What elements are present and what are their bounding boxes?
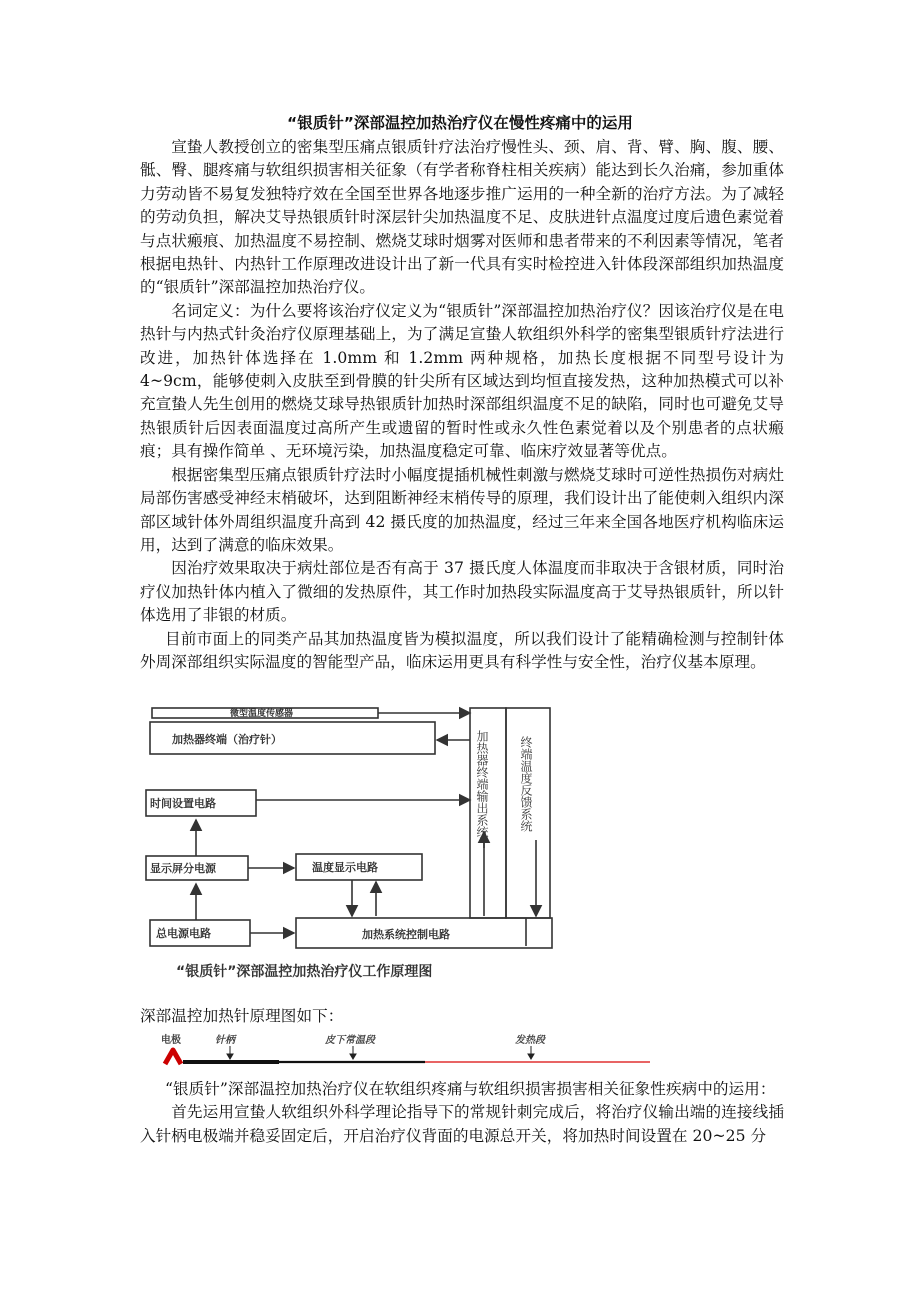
paragraph-definition: 名词定义：为什么要将该治疗仪定义为“银质针”深部温控加热治疗仪？因该治疗仪是在电热针与内热式针灸治疗仪原理基础上，为了满足宣蛰人软组织外科学的密集型银质针疗法进行改进，加热针体选择在 1.0mm 和 1.2mm 两种规格，加热长度根据不同型号设计为 4~9cm，能够使刺入皮肤至到骨膜的针尖所有区域达到均恒直接发热，这种加热模式可以补充宣蛰人先生创用的燃烧艾球导热银质针加热时深部组织温度不足的缺陷，同时也可避免艾导热银质针后因表面温度过高所产生或遗留的暂时性或永久性色素觉着以及个别患者的点状瘢痕；具有操作简单 、无环境污染，加热温度稳定可靠、临床疗效显著等优点。 [140, 301, 784, 461]
display-power-label: 显示屏分电源 [150, 862, 216, 875]
needle-intro [140, 1005, 784, 1028]
sensor-label: 微型温度传感器 [230, 709, 294, 719]
heater-terminal-label: 加热器终端（治疗针） [172, 733, 282, 746]
needle-handle-segment [183, 1060, 279, 1064]
main-power-label: 总电源电路 [156, 927, 211, 940]
paragraph-usage-steps: 首先运用宣蛰人软组织外科学理论指导下的常规针刺完成后，将治疗仪输出端的连接线插入针柄电极端并稳妥固定后，开启治疗仪背面的电源总开关，将加热时间设置在 20~25 分 [140, 1103, 784, 1145]
paragraph-market: 目前市面上的同类产品其加热温度皆为模拟温度，所以我们设计了能精确检测与控制针体外周深部组织实际温度的智能型产品，临床运用更具有科学性与安全性，治疗仪基本原理。 [140, 629, 784, 671]
paragraph-principle: 根据密集型压痛点银质针疗法时小幅度提插机械性刺激与燃烧艾球时可逆性热损伤对病灶局部伤害感受神经末梢破坏，达到阻断神经末梢传导的原理，我们设计出了能使刺入组织内深部区域针体外周组织温度升高到 42 摄氏度的加热温度，经过三年来全国各地医疗机构临床运用，达到了满意的临床效果。 [140, 465, 784, 554]
document-title: “银质针”深部温控加热治疗仪在慢性疼痛中的运用 [287, 114, 633, 132]
body-text-bottom [140, 1078, 784, 1148]
needle-electrode-label: 电极 [161, 1035, 181, 1046]
paragraph-intro: 宣蛰人教授创立的密集型压痛点银质针疗法治疗慢性头、颈、肩、背、臂、胸、腹、腰、骶、臀、腿疼痛与软组织损害相关征象（有学者称脊柱相关疾病）能达到长久治痛，参加重体力劳动皆不易复发独特疗效在全国至世界各地逐步推广运用的一种全新的治疗方法。为了减轻的劳动负担，解决艾导热银质针时深层针尖加热温度不足、皮肤进针点温度过度后遗色素觉着与点状瘢痕、加热温度不易控制、燃烧艾球时烟雾对医师和患者带来的不利因素等情况，笔者根据电热针、内热针工作原理改进设计出了新一代具有实时检控进入针体段深部组织加热温度的“银质针”深部温控加热治疗仪。 [140, 138, 784, 297]
paragraph-material: 因治疗效果取决于病灶部位是否有高于 37 摄氏度人体温度而非取决于含银材质，同时治疗仪加热针体内植入了微细的发热原件，其工作时加热段实际温度高于艾导热银质针，所以针体选用了非银的材质。 [140, 559, 784, 625]
needle-intro-text: 深部温控加热针原理图如下： [140, 1007, 344, 1025]
needle-principle-diagram [155, 1030, 665, 1078]
body-text-top [140, 136, 784, 674]
paragraph-usage-heading: “银质针”深部温控加热治疗仪在软组织疼痛与软组织损害损害相关征象性疾病中的运用： [164, 1080, 776, 1098]
time-setting-label: 时间设置电路 [150, 797, 216, 810]
output-system-label: 加热器终端输出系统 [475, 730, 489, 838]
needle-subcutaneous-label: 皮下常温段 [325, 1035, 375, 1046]
temp-display-label: 温度显示电路 [312, 861, 378, 874]
heating-control-label: 加热系统控制电路 [362, 928, 450, 941]
electrode-icon [165, 1050, 181, 1064]
needle-handle-label: 针柄 [215, 1035, 235, 1046]
feedback-system-label: 终端温度反馈系统 [519, 736, 533, 832]
diagram-caption: “银质针”深部温控加热治疗仪工作原理图 [176, 964, 433, 980]
needle-heating-label: 发热段 [515, 1035, 545, 1046]
working-principle-diagram [140, 700, 570, 990]
